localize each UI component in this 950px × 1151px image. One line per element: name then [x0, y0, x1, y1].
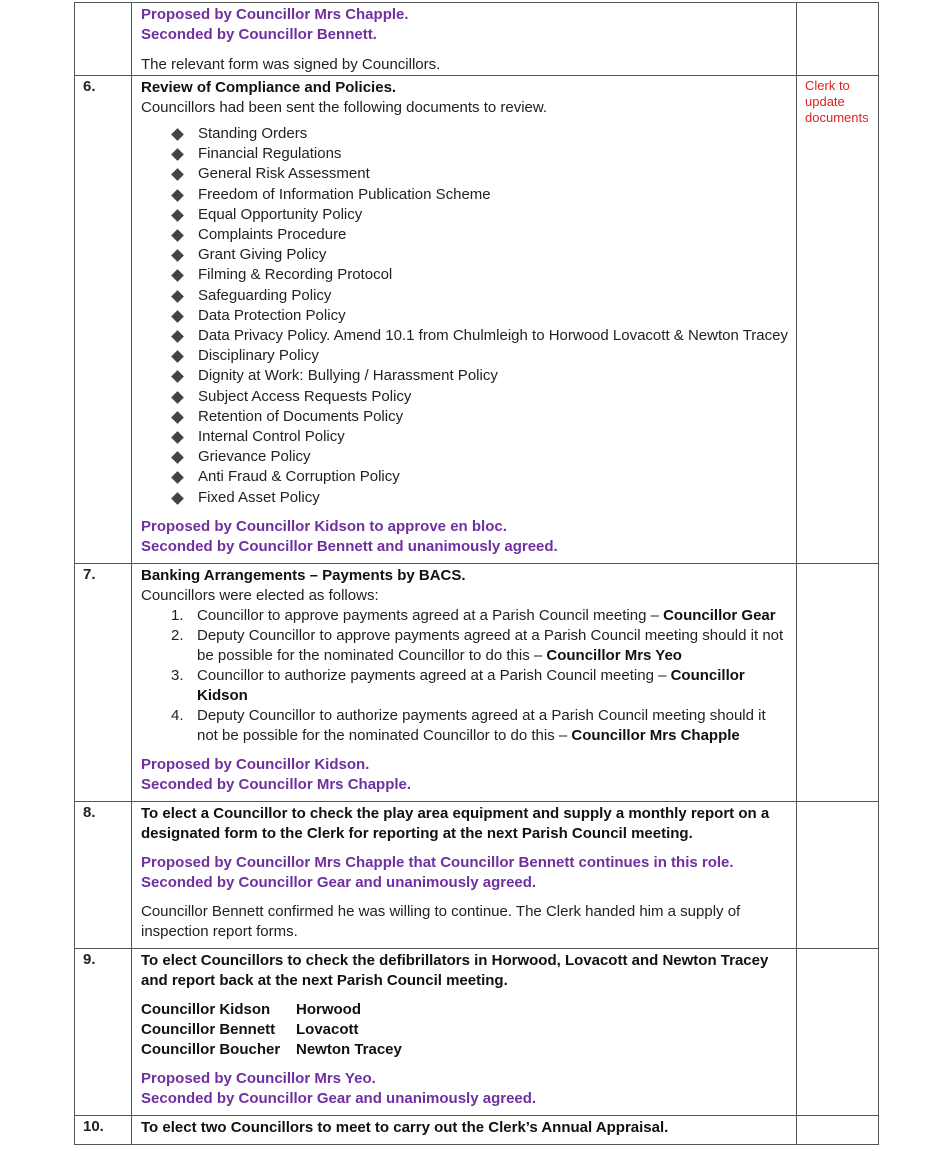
diamond-bullet-icon	[171, 128, 184, 141]
item-body-cell	[132, 76, 797, 564]
minutes-row-7	[75, 563, 879, 801]
item-body-cell	[132, 1115, 797, 1144]
policy-list	[141, 124, 790, 508]
policy-name: Safeguarding Policy	[198, 286, 332, 304]
seconded-line: Seconded by Councillor Mrs Chapple.	[141, 775, 412, 793]
policy-name: General Risk Assessment	[198, 165, 370, 183]
item-intro: Councillors had been sent the following documents to review.	[141, 99, 548, 116]
policy-item	[169, 488, 790, 508]
bacs-item	[171, 606, 790, 626]
policy-item	[169, 427, 790, 447]
seconded-line: Seconded by Councillor Gear and unanimously agreed.	[141, 873, 537, 891]
action-cell	[797, 3, 879, 76]
policy-name: Fixed Asset Policy	[198, 488, 320, 506]
assigned-councillor: Councillor Kidson	[141, 1000, 271, 1018]
policy-item	[169, 245, 790, 265]
policy-item	[169, 144, 790, 164]
diamond-bullet-icon	[171, 451, 184, 464]
action-cell	[797, 948, 879, 1115]
note-text: Councillor Bennett confirmed he was willing to continue. The Clerk handed him a supply of inspection report forms.	[141, 902, 741, 940]
bacs-item-councillor: Councillor Kidson	[197, 666, 745, 704]
bacs-item-text: Deputy Councillor to authorize payments agreed at a Parish Council meeting should it not be possible for the nominated Councillor to do this –	[197, 706, 766, 744]
policy-item	[169, 124, 790, 144]
item-body-cell	[132, 3, 797, 76]
assignment-row	[141, 1000, 402, 1020]
seconded-line: Seconded by Councillor Bennett and unanimously agreed.	[141, 537, 558, 555]
policy-item	[169, 326, 790, 346]
policy-item	[169, 225, 790, 245]
minutes-row-10	[75, 1115, 879, 1144]
policy-item	[169, 185, 790, 205]
minutes-row-8	[75, 801, 879, 948]
diamond-bullet-icon	[171, 229, 184, 242]
bacs-item-number: 1.	[171, 606, 184, 624]
item-number: 6.	[75, 76, 132, 564]
item-body-cell	[132, 563, 797, 801]
minutes-row-9	[75, 948, 879, 1115]
item-number: 7.	[75, 563, 132, 801]
bacs-item-text: Councillor to authorize payments agreed at a Parish Council meeting –	[197, 666, 671, 684]
policy-item	[169, 407, 790, 427]
policy-name: Dignity at Work: Bullying / Harassment Policy	[198, 367, 498, 385]
policy-name: Subject Access Requests Policy	[198, 387, 412, 405]
seconded-line: Seconded by Councillor Bennett.	[141, 26, 377, 43]
policy-item	[169, 387, 790, 407]
diamond-bullet-icon	[171, 290, 184, 303]
policy-name: Anti Fraud & Corruption Policy	[198, 468, 400, 486]
assigned-location: Newton Tracey	[296, 1040, 402, 1058]
policy-name: Disciplinary Policy	[198, 347, 319, 365]
policy-name: Data Protection Policy	[198, 306, 346, 324]
policy-item	[169, 346, 790, 366]
policy-item	[169, 164, 790, 184]
diamond-bullet-icon	[171, 169, 184, 182]
item-intro: Councillors were elected as follows:	[141, 586, 379, 604]
policy-name: Internal Control Policy	[198, 428, 345, 446]
item-title: Banking Arrangements – Payments by BACS.	[141, 566, 466, 584]
policy-name: Grant Giving Policy	[198, 246, 327, 264]
proposed-line: Proposed by Councillor Kidson to approve en bloc.	[141, 517, 507, 535]
assignment-row	[141, 1040, 402, 1060]
bacs-item-councillor: Councillor Mrs Chapple	[571, 726, 740, 744]
assignment-row	[141, 1020, 402, 1040]
proposed-line: Proposed by Councillor Mrs Yeo.	[141, 1069, 376, 1087]
policy-name: Financial Regulations	[198, 145, 342, 163]
policy-name: Retention of Documents Policy	[198, 407, 404, 425]
item-title: To elect a Councillor to check the play area equipment and supply a monthly report on a designated form to the Clerk for reporting at the next Parish Council meeting.	[141, 804, 770, 842]
bacs-item	[171, 626, 790, 666]
item-title: To elect Councillors to check the defibrillators in Horwood, Lovacott and Newton Tracey and report back at the next Parish Council meeting.	[141, 951, 769, 989]
bacs-item-number: 2.	[171, 626, 184, 644]
bacs-item	[171, 706, 790, 746]
bacs-item-number: 3.	[171, 666, 184, 684]
diamond-bullet-icon	[171, 411, 184, 424]
bacs-list	[141, 606, 790, 746]
policy-name: Equal Opportunity Policy	[198, 205, 363, 223]
item-title: Review of Compliance and Policies.	[141, 79, 397, 96]
policy-item	[169, 205, 790, 225]
action-cell	[797, 801, 879, 948]
diamond-bullet-icon	[171, 492, 184, 505]
policy-item	[169, 265, 790, 285]
policy-name: Grievance Policy	[198, 448, 311, 466]
diamond-bullet-icon	[171, 371, 184, 384]
seconded-line: Seconded by Councillor Gear and unanimously agreed.	[141, 1089, 537, 1107]
diamond-bullet-icon	[171, 249, 184, 262]
policy-item	[169, 306, 790, 326]
bacs-item-number: 4.	[171, 706, 184, 724]
diamond-bullet-icon	[171, 270, 184, 283]
item-number: 9.	[75, 948, 132, 1115]
item-title: To elect two Councillors to meet to carry out the Clerk’s Annual Appraisal.	[141, 1118, 669, 1136]
policy-name: Data Privacy Policy. Amend 10.1 from Chulmleigh to Horwood Lovacott & Newton Tracey	[198, 327, 788, 345]
assigned-location: Lovacott	[296, 1020, 359, 1038]
proposed-line: Proposed by Councillor Kidson.	[141, 755, 370, 773]
item-number: 10.	[75, 1115, 132, 1144]
policy-name: Standing Orders	[198, 125, 308, 142]
item-number-cell	[75, 3, 132, 76]
assigned-councillor: Councillor Bennett	[141, 1020, 276, 1038]
policy-name: Freedom of Information Publication Scheme	[198, 185, 491, 203]
item-body-cell	[132, 801, 797, 948]
item-body-cell	[132, 948, 797, 1115]
proposed-line: Proposed by Councillor Mrs Chapple.	[141, 6, 409, 23]
bacs-item-councillor: Councillor Gear	[663, 606, 776, 624]
policy-item	[169, 447, 790, 467]
diamond-bullet-icon	[171, 209, 184, 222]
diamond-bullet-icon	[171, 148, 184, 161]
bacs-item-text: Deputy Councillor to approve payments agreed at a Parish Council meeting should it not be possible for the nominated Councillor to do this –	[197, 626, 784, 664]
diamond-bullet-icon	[171, 310, 184, 323]
item-number: 8.	[75, 801, 132, 948]
diamond-bullet-icon	[171, 350, 184, 363]
diamond-bullet-icon	[171, 431, 184, 444]
assigned-location: Horwood	[296, 1000, 361, 1018]
bacs-item	[171, 666, 790, 706]
action-cell	[797, 1115, 879, 1144]
proposed-line: Proposed by Councillor Mrs Chapple that Councillor Bennett continues in this role.	[141, 853, 734, 871]
minutes-table	[74, 2, 879, 1145]
diamond-bullet-icon	[171, 189, 184, 202]
minutes-row-6	[75, 76, 879, 564]
action-note: Clerk to update documents	[797, 76, 879, 564]
assigned-councillor: Councillor Boucher	[141, 1040, 281, 1058]
bacs-item-councillor: Councillor Mrs Yeo	[546, 646, 682, 664]
bacs-item-text: Councillor to approve payments agreed at a Parish Council meeting –	[197, 606, 664, 624]
diamond-bullet-icon	[171, 330, 184, 343]
policy-item	[169, 467, 790, 487]
action-cell	[797, 563, 879, 801]
diamond-bullet-icon	[171, 472, 184, 485]
diamond-bullet-icon	[171, 391, 184, 404]
minutes-row-5	[75, 3, 879, 76]
policy-name: Filming & Recording Protocol	[198, 266, 393, 284]
note-text: The relevant form was signed by Councillors.	[141, 56, 441, 73]
policy-item	[169, 366, 790, 386]
policy-name: Complaints Procedure	[198, 226, 347, 244]
defibrillator-assignments	[141, 1000, 402, 1060]
policy-item	[169, 286, 790, 306]
